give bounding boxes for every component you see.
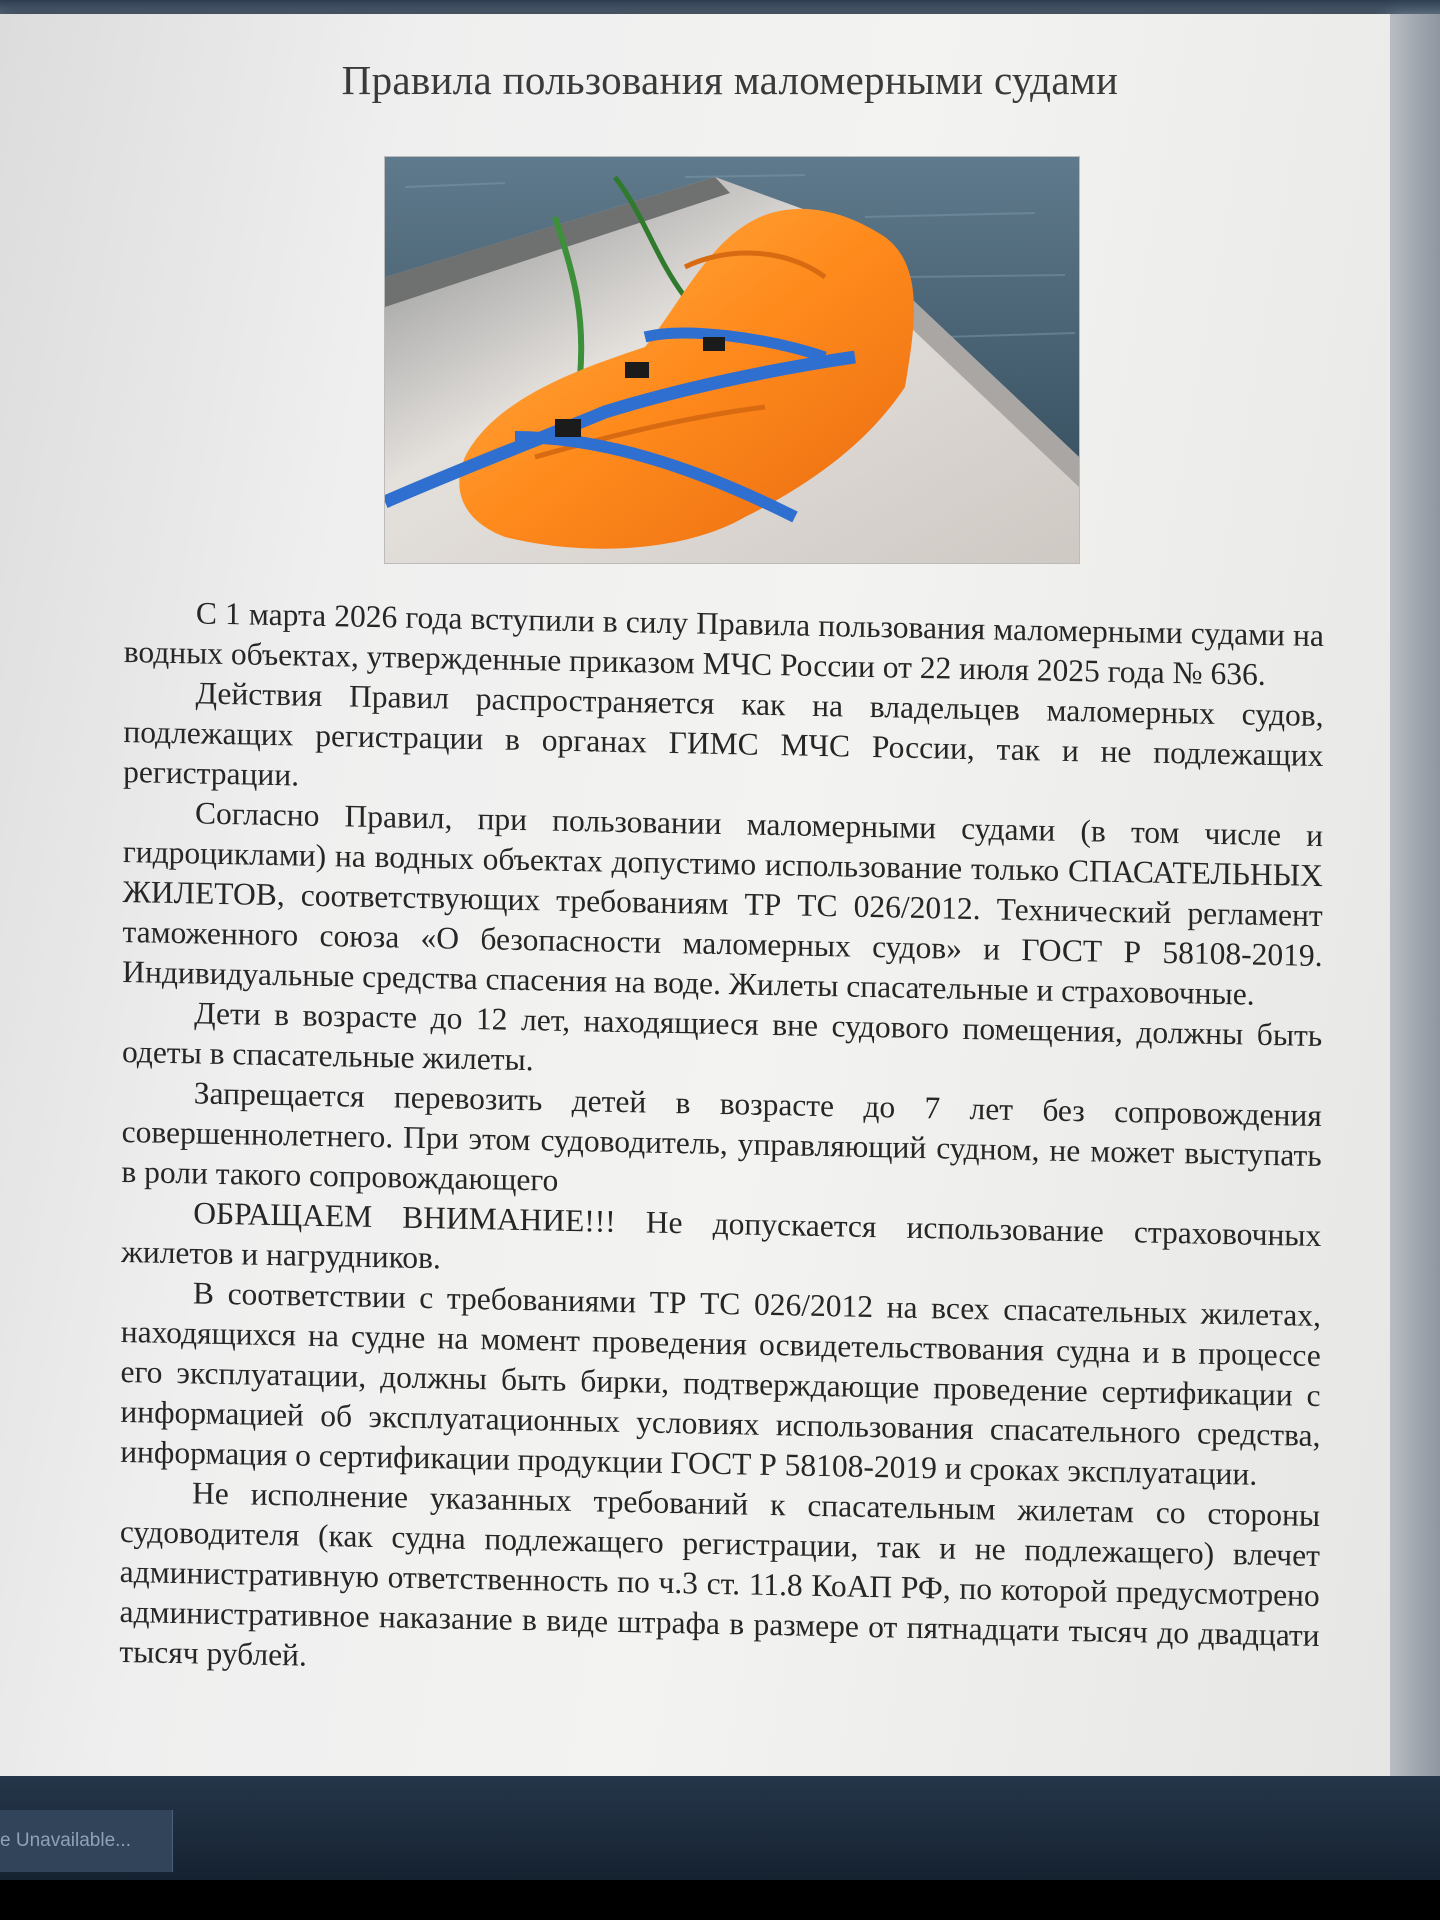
paragraph-penalty: Не исполнение указанных требований к спасательным жилетам со стороны судоводителя (как судна подлежащего регистрации, так и не подлежащего) влечет административную ответственность по ч.3 ст. 11.8 КоАП РФ, по которой предусмотрено административное наказание в виде штрафа в размере от пятнадцати тысяч до двадцати тысяч рублей.	[119, 1475, 1321, 1673]
document-body	[119, 592, 1324, 1696]
paragraph-children-under-12: Дети в возрасте до 12 лет, находящиеся вне судового помещения, должны быть одеты в спасательные жилеты.	[121, 995, 1323, 1078]
taskbar-item[interactable]: e Unavailable...	[0, 1810, 173, 1872]
paragraph-children-under-7: Запрещается перевозить детей в возрасте до 7 лет без сопровождения совершеннолетнего. При этом судоводитель, управляющий судном, не может выступать в роли такого сопровождающего	[121, 1075, 1322, 1198]
screen-right-edge	[1390, 14, 1440, 1776]
monitor-top-edge	[0, 0, 1440, 14]
paragraph-effective-date: С 1 марта 2026 года вступили в силу Правила пользования маломерными судами на водных объектах, утвержденные приказом МЧС России от 22 июля 2025 года № 636.	[123, 595, 1324, 692]
life-jacket-photo	[384, 156, 1080, 564]
paragraph-life-vests-requirement: Согласно Правил, при пользовании маломерными судами (в том числе и гидроциклами) на водных объектах допустимо использование только СПАСАТЕЛЬНЫХ ЖИЛЕТОВ, соответствующих требованиям ТР ТС 026/2012. Технический регламент таможенного союза «О безопасности маломерных судов» и ГОСТ Р 58108-2019. Индивидуальные средства спасения на воде. Жилеты спасательные и страховочные.	[122, 795, 1324, 1012]
monitor-bezel	[0, 1880, 1440, 1920]
paragraph-attention: ОБРАЩАЕМ ВНИМАНИЕ!!! Не допускается использование страховочных жилетов и нагрудников.	[121, 1195, 1322, 1276]
document-page	[0, 14, 1390, 1776]
life-jacket-image	[385, 157, 1079, 563]
document-title: Правила пользования маломерными судами	[341, 57, 1119, 103]
paragraph-scope: Действия Правил распространяется как на владельцев маломерных судов, подлежащих регистрации в органах ГИМС МЧС России, так и не подлежащих регистрации.	[123, 675, 1324, 793]
paragraph-certification-tags: В соответствии с требованиями ТР ТС 026/2012 на всех спасательных жилетах, находящихся на судне на момент проведения освидетельствования судна и в процессе его эксплуатации, должны быть бирки, подтверждающие проведение сертификации с информацией об эксплуатационных условиях использования спасательного средства, информация о сертификации продукции ГОСТ Р 58108-2019 и сроках эксплуатации.	[120, 1275, 1322, 1492]
